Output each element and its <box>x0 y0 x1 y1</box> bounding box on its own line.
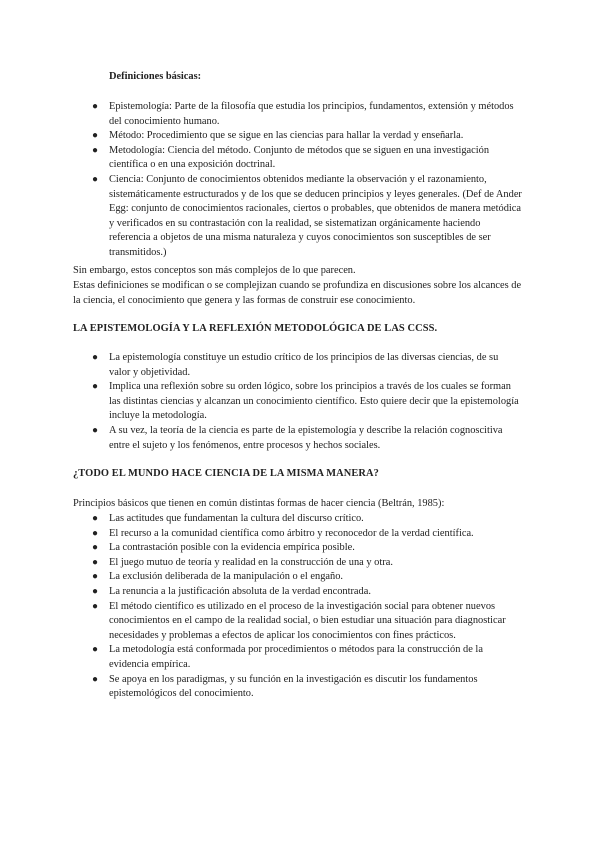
section-heading: LA EPISTEMOLOGÍA Y LA REFLEXIÓN METODOLÓGICA DE LAS CCSS. <box>73 323 438 334</box>
bullet-icon: ● <box>92 101 99 112</box>
list-item: ● La metodología está conformada por procedimientos o métodos para la construcción de la evidencia empírica. <box>92 644 483 670</box>
bullet-icon: ● <box>92 644 99 656</box>
section1-list <box>92 351 522 453</box>
list-item: ● La epistemología constituye un estudio crítico de los principios de las diversas ciencias, de su valor y objetividad. <box>92 352 499 378</box>
list-item: ● Epistemología: Parte de la filosofía que estudia los principios, fundamentos, extensión y métodos del conocimiento humano. <box>92 101 514 127</box>
bullet-icon: ● <box>92 571 99 583</box>
section-heading: ¿TODO EL MUNDO HACE CIENCIA DE LA MISMA MANERA? <box>73 468 379 479</box>
list-item: ● A su vez, la teoría de la ciencia es parte de la epistemología y describe la relación cognoscitiva entre el sujeto y los fenómenos, entre procesos y hechos sociales. <box>92 424 503 451</box>
bullet-icon: ● <box>92 352 99 363</box>
list-item: ● La renuncia a la justificación absoluta de la verdad encontrada. <box>92 585 522 600</box>
bullet-icon: ● <box>92 527 99 539</box>
list-item: ● El juego mutuo de teoría y realidad en la construcción de una y otra. <box>92 556 522 571</box>
bullet-icon: ● <box>92 173 99 185</box>
list-item: ● Las actitudes que fundamentan la cultura del discurso crítico. <box>92 512 522 527</box>
list-item: ● El recurso a la comunidad científica como árbitro y reconocedor de la verdad científica. <box>92 527 522 542</box>
list-item: ● Método: Procedimiento que se sigue en las ciencias para hallar la verdad y enseñarla. <box>92 129 522 144</box>
bullet-icon: ● <box>92 556 99 568</box>
list-item: ● Metodología: Ciencia del método. Conjunto de métodos que se siguen en una investigación científica o en una exposición doctrinal. <box>92 144 490 171</box>
definiciones-list <box>92 100 522 261</box>
bullet-icon: ● <box>92 381 99 393</box>
list-item: ● Se apoya en los paradigmas, y su función en la investigación es discutir los fundamentos epistemológicos del conocimiento. <box>92 673 478 700</box>
list-item: ● El método científico es utilizado en el proceso de la investigación social para obtener nuevos conocimientos en el campo de la realidad social, o bien estudiar una situación para diagnosticar necesidades y problemas a efectos de aplicar los conocimientos con fines prácticos. <box>92 600 506 641</box>
paragraph: Principios básicos que tienen en común distintas formas de hacer ciencia (Beltrán, 1985): <box>73 498 445 509</box>
list-item: ● Implica una reflexión sobre su orden lógico, sobre los principios a través de los cuales se forman las distintas ciencias y alcanzan un conocimiento científico. Esto quiere decir que la epistemología incluye la metodología. <box>92 381 519 422</box>
bullet-icon: ● <box>92 600 99 612</box>
section2-list <box>92 512 522 702</box>
bullet-icon: ● <box>92 424 99 436</box>
list-item: ● La exclusión deliberada de la manipulación o el engaño. <box>92 570 522 585</box>
paragraph: Sin embargo, estos conceptos son más complejos de lo que parecen. <box>73 265 356 276</box>
bullet-icon: ● <box>92 130 99 142</box>
bullet-icon: ● <box>92 673 99 685</box>
paragraph: Estas definiciones se modifican o se complejizan cuando se profundiza en discusiones sobre los alcances de la ciencia, el conocimiento que genera y las formas de construir ese conocimiento. <box>73 280 522 306</box>
bullet-icon: ● <box>92 513 99 524</box>
list-item: ● La contrastación posible con la evidencia empírica posible. <box>92 541 522 556</box>
bullet-icon: ● <box>92 585 99 597</box>
definiciones-title: Definiciones básicas: <box>109 71 202 82</box>
bullet-icon: ● <box>92 144 99 156</box>
list-item: ● Ciencia: Conjunto de conocimientos obtenidos mediante la observación y el razonamiento, sistemáticamente estructurados y de los que se deducen principios y leyes generales. (Def de Ander Egg: conjunto de conocimientos racionales, ciertos o probables, que obtenidos de manera metódica y verificados en su contrastación con la realidad, se sistematizan orgánicamente haciendo referencia a objetos de una misma naturaleza y cuyos conocimientos son susceptibles de ser transmitidos.) <box>92 173 522 258</box>
bullet-icon: ● <box>92 542 99 554</box>
